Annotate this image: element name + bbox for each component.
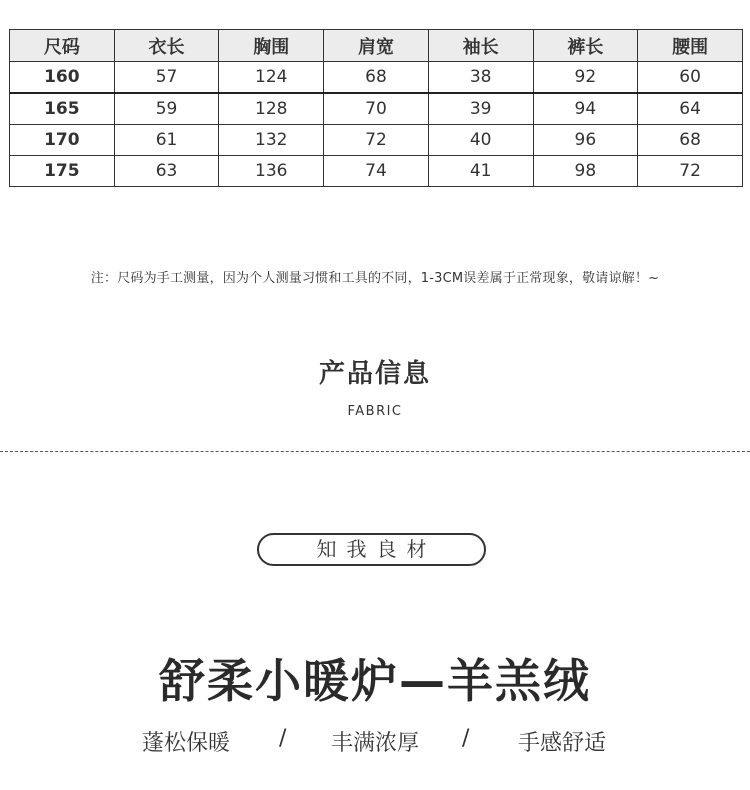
size-table	[9, 29, 743, 187]
table-row	[10, 93, 743, 125]
table-cell: 38	[428, 62, 533, 94]
header-length: 衣长	[114, 30, 219, 62]
table-cell: 94	[533, 93, 638, 125]
section-title: 产品信息	[318, 359, 431, 389]
table-cell: 132	[219, 125, 324, 156]
table-cell: 92	[533, 62, 638, 94]
feature-separator: /	[462, 726, 470, 751]
table-cell: 57	[114, 62, 219, 94]
table-cell: 40	[428, 125, 533, 156]
table-cell: 39	[428, 93, 533, 125]
table-cell: 59	[114, 93, 219, 125]
table-cell: 72	[324, 125, 429, 156]
table-cell: 68	[638, 125, 743, 156]
table-cell: 165	[10, 93, 115, 125]
header-pants-length: 裤长	[533, 30, 638, 62]
table-cell: 60	[638, 62, 743, 94]
table-cell: 160	[10, 62, 115, 94]
feature-list	[0, 726, 750, 756]
feature-separator: /	[279, 726, 287, 751]
header-waist: 腰围	[638, 30, 743, 62]
table-cell: 170	[10, 125, 115, 156]
table-cell: 175	[10, 156, 115, 187]
size-table-header-row	[10, 30, 743, 62]
feature-item: 手感舒适	[518, 731, 607, 756]
table-cell: 70	[324, 93, 429, 125]
measurement-note: 注：尺码为手工测量，因为个人测量习惯和工具的不同，1-3CM误差属于正常现象，敬请谅解！~	[90, 271, 660, 286]
table-cell: 124	[219, 62, 324, 94]
table-cell: 41	[428, 156, 533, 187]
product-headline: 舒柔小暖炉—羊羔绒	[159, 654, 591, 708]
fabric-pill-label: 知我良材	[257, 533, 486, 566]
header-size: 尺码	[10, 30, 115, 62]
table-cell: 98	[533, 156, 638, 187]
table-row	[10, 156, 743, 187]
table-cell: 72	[638, 156, 743, 187]
table-cell: 74	[324, 156, 429, 187]
table-row	[10, 62, 743, 94]
table-cell: 61	[114, 125, 219, 156]
header-sleeve: 袖长	[428, 30, 533, 62]
table-cell: 68	[324, 62, 429, 94]
table-cell: 136	[219, 156, 324, 187]
dashed-divider	[0, 451, 750, 452]
table-row	[10, 125, 743, 156]
table-cell: 96	[533, 125, 638, 156]
feature-item: 蓬松保暖	[142, 731, 231, 756]
section-subtitle: FABRIC	[347, 404, 403, 419]
header-shoulder: 肩宽	[324, 30, 429, 62]
table-cell: 63	[114, 156, 219, 187]
table-cell: 128	[219, 93, 324, 125]
header-chest: 胸围	[219, 30, 324, 62]
feature-item: 丰满浓厚	[331, 731, 420, 756]
table-cell: 64	[638, 93, 743, 125]
